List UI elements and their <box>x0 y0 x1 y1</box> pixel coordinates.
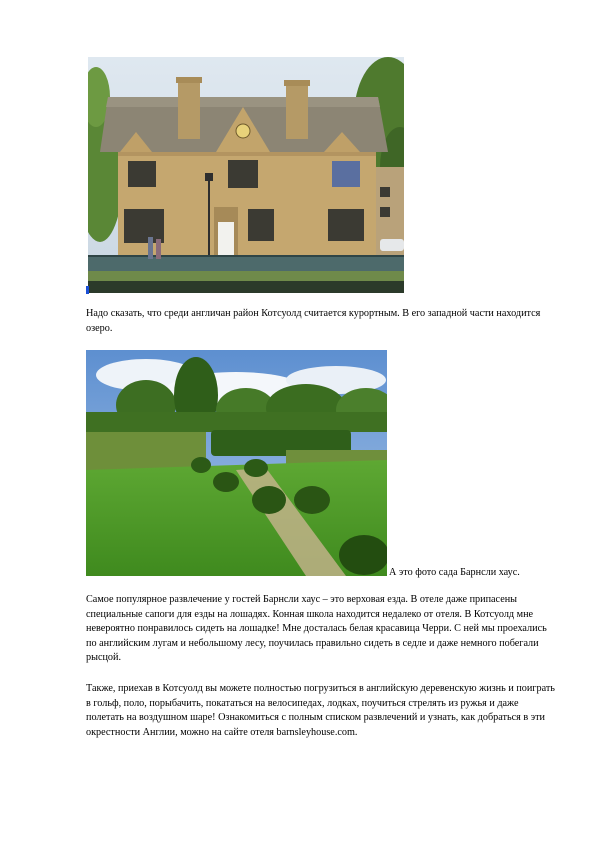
paragraph-cotswold-resort: Надо сказать, что среди англичан район Котсуолд считается курортным. В его западной части находится озеро. <box>86 308 541 334</box>
paragraph-horse-riding: Самое популярное развлечение у гостей Барнсли хаус – это верховая езда. В отеле даже припасены специальные сапоги для езды на лошадях. Конная школа находится недалеко от отеля. В Котсуолд мне невероятно понравилось сидеть на лошадке! Мне досталась белая красавица Черри. С ней мы проехались по английским лугам и небольшому лесу, поучилась правильно сидеть в седле и даже немного побегали рысцой. <box>86 594 547 664</box>
link-marker[interactable] <box>86 286 89 294</box>
garden-caption: А это фото сада Барнсли хаус. <box>389 567 520 578</box>
stone-house-photo <box>88 57 404 293</box>
paragraph-activities: Также, приехав в Котсуолд вы можете полностью погрузиться в английскую деревенскую жизнь и поиграть в гольф, поло, порыбачить, покататься на велосипедах, лодках, поучиться стрелять из ружья и даже полетать на воздушном шаре! Ознакомиться с полным списком развлечений и узнать, как добраться в эти окрестности Англии, можно на сайте отеля barnsleyhouse.com. <box>86 683 555 738</box>
garden-photo <box>86 350 387 576</box>
